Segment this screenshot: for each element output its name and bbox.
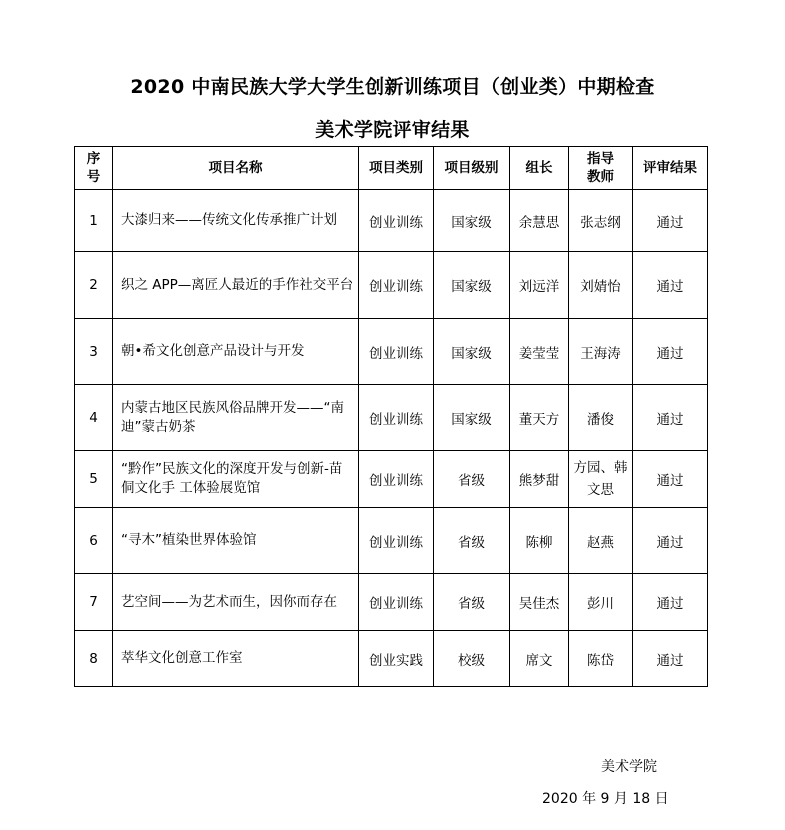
row-advisor: 张志纲 (569, 190, 633, 252)
row-type: 创业训练 (359, 508, 434, 574)
row-type: 创业训练 (359, 574, 434, 631)
table-row (75, 252, 708, 319)
row-advisor: 刘婧怡 (569, 252, 633, 319)
row-type: 创业训练 (359, 319, 434, 385)
row-advisor: 彭川 (569, 574, 633, 631)
row-advisor: 潘俊 (569, 385, 633, 451)
row-project-name: 内蒙古地区民族风俗品牌开发——“南迪”蒙古奶茶 (113, 385, 359, 451)
header-type: 项目类别 (359, 147, 434, 190)
row-project-name: “黔作”民族文化的深度开发与创新-苗侗文化手 工体验展览馆 (113, 451, 359, 508)
row-leader: 姜莹莹 (510, 319, 569, 385)
row-result: 通过 (633, 574, 708, 631)
row-result: 通过 (633, 252, 708, 319)
row-level: 校级 (434, 631, 510, 687)
row-project-name: 织之 APP—离匠人最近的手作社交平台 (113, 252, 359, 319)
row-type: 创业训练 (359, 385, 434, 451)
table-row (75, 451, 708, 508)
row-project-name: 大漆归来——传统文化传承推广计划 (113, 190, 359, 252)
row-index: 4 (75, 385, 113, 451)
row-type: 创业实践 (359, 631, 434, 687)
signature-date: 2020 年 9 月 18 日 (542, 791, 669, 807)
document-title: 2020 中南民族大学大学生创新训练项目（创业类）中期检查 (130, 76, 655, 98)
row-level: 国家级 (434, 190, 510, 252)
row-index: 8 (75, 631, 113, 687)
row-index: 7 (75, 574, 113, 631)
header-level: 项目级别 (434, 147, 510, 190)
row-level: 省级 (434, 508, 510, 574)
row-result: 通过 (633, 385, 708, 451)
row-leader: 吴佳杰 (510, 574, 569, 631)
table-row (75, 574, 708, 631)
row-leader: 陈柳 (510, 508, 569, 574)
row-leader: 席文 (510, 631, 569, 687)
row-index: 2 (75, 252, 113, 319)
row-result: 通过 (633, 190, 708, 252)
header-index: 序号 (75, 147, 113, 190)
results-table (74, 146, 708, 687)
row-result: 通过 (633, 508, 708, 574)
row-project-name: 朝•希文化创意产品设计与开发 (113, 319, 359, 385)
row-index: 1 (75, 190, 113, 252)
row-index: 3 (75, 319, 113, 385)
row-level: 国家级 (434, 252, 510, 319)
table-row (75, 190, 708, 252)
row-advisor: 赵燕 (569, 508, 633, 574)
row-project-name: 萃华文化创意工作室 (113, 631, 359, 687)
row-project-name: 艺空间——为艺术而生，因你而存在 (113, 574, 359, 631)
row-level: 省级 (434, 574, 510, 631)
row-index: 6 (75, 508, 113, 574)
header-advisor: 指导教师 (569, 147, 633, 190)
document-subtitle: 美术学院评审结果 (315, 119, 470, 141)
header-name: 项目名称 (113, 147, 359, 190)
row-index: 5 (75, 451, 113, 508)
table-row (75, 385, 708, 451)
header-leader: 组长 (510, 147, 569, 190)
row-advisor: 王海涛 (569, 319, 633, 385)
row-type: 创业训练 (359, 190, 434, 252)
row-leader: 熊梦甜 (510, 451, 569, 508)
row-result: 通过 (633, 631, 708, 687)
row-level: 省级 (434, 451, 510, 508)
signature-org: 美术学院 (601, 759, 657, 775)
row-advisor: 陈岱 (569, 631, 633, 687)
table-row (75, 508, 708, 574)
row-type: 创业训练 (359, 252, 434, 319)
row-result: 通过 (633, 319, 708, 385)
row-level: 国家级 (434, 385, 510, 451)
row-leader: 董天方 (510, 385, 569, 451)
table-row (75, 631, 708, 687)
header-result: 评审结果 (633, 147, 708, 190)
row-level: 国家级 (434, 319, 510, 385)
table-row (75, 319, 708, 385)
row-leader: 刘远洋 (510, 252, 569, 319)
row-result: 通过 (633, 451, 708, 508)
row-leader: 余慧思 (510, 190, 569, 252)
row-project-name: “寻木”植染世界体验馆 (113, 508, 359, 574)
row-type: 创业训练 (359, 451, 434, 508)
table-header-row (75, 147, 708, 190)
row-advisor: 方园、韩文思 (569, 451, 633, 508)
